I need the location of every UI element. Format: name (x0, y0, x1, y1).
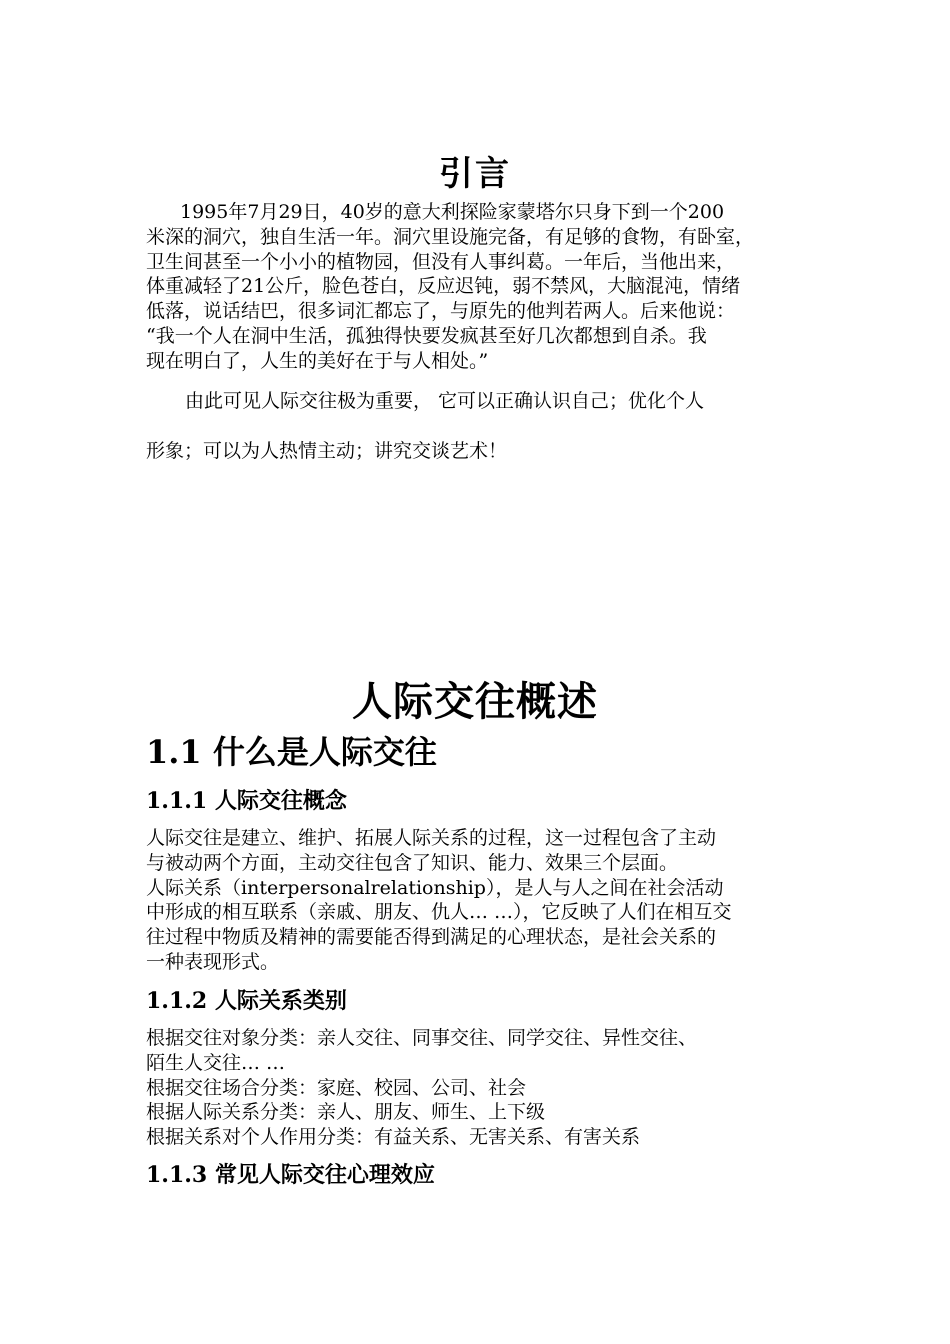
body-line: 人际交往是建立、维护、拓展人际关系的过程，这一过程包含了主动 (146, 827, 717, 849)
intro-line: 现在明白了，人生的美好在于与人相处。” (146, 349, 489, 372)
body-line: 根据交往场合分类：家庭、校园、公司、社会 (146, 1076, 527, 1099)
intro-title: 引言 (439, 154, 511, 194)
intro-line: 米深的洞穴，独自生活一年。洞穴里设施完备，有足够的食物，有卧室， (146, 225, 755, 248)
section-title: 1.1 什么是人际交往 (146, 733, 437, 771)
body-line: 与被动两个方面，主动交往包含了知识、能力、效果三个层面。 (146, 851, 679, 874)
body-line: 根据交往对象分类：亲人交往、同事交往、同学交往、异性交往、 (146, 1027, 698, 1049)
intro-line: 低落，说话结巴，很多词汇都忘了，与原先的他判若两人。后来他说： (146, 300, 736, 323)
body-line: 人际关系（interpersonalrelationship），是人与人之间在社会活动 (146, 876, 724, 899)
subsection-heading: 1.1.3 常见人际交往心理效应 (146, 1162, 435, 1188)
intro-line: 体重减轻了21公斤，脸色苍白，反应迟钝，弱不禁风，大脑混沌，情绪 (146, 275, 741, 298)
subsection-body (146, 826, 810, 975)
subsection-body (146, 1026, 810, 1150)
subsection-heading: 1.1.1 人际交往概念 (146, 788, 347, 814)
body-line: 陌生人交往… … (146, 1051, 286, 1074)
body-line: 往过程中物质及精神的需要能否得到满足的心理状态，是社会关系的 (146, 926, 717, 949)
body-line: 根据关系对个人作用分类：有益关系、无害关系、有害关系 (146, 1126, 641, 1149)
body-line: 根据人际关系分类：亲人、朋友、师生、上下级 (146, 1101, 546, 1124)
body-line: 中形成的相互联系（亲戚、朋友、仇人… …），它反映了人们在相互交 (146, 901, 732, 924)
intro-line: 卫生间甚至一个小小的植物园，但没有人事纠葛。一年后，当他出来， (146, 250, 736, 273)
intro-line: 1995年7月29日，40岁的意大利探险家蒙塔尔只身下到一个200 (180, 201, 725, 223)
subsection-heading: 1.1.2 人际关系类别 (146, 988, 347, 1014)
intro-line: “我一个人在洞中生活，孤独得快要发疯甚至好几次都想到自杀。我 (146, 324, 707, 347)
intro-paragraph (146, 200, 810, 374)
intro-summary-line: 由此可见人际交往极为重要， 它可以正确认识自己；优化个人 (185, 390, 705, 412)
body-line: 一种表现形式。 (146, 950, 280, 973)
chapter-title: 人际交往概述 (352, 678, 598, 725)
intro-summary-line: 形象；可以为人热情主动；讲究交谈艺术！ (146, 440, 508, 462)
